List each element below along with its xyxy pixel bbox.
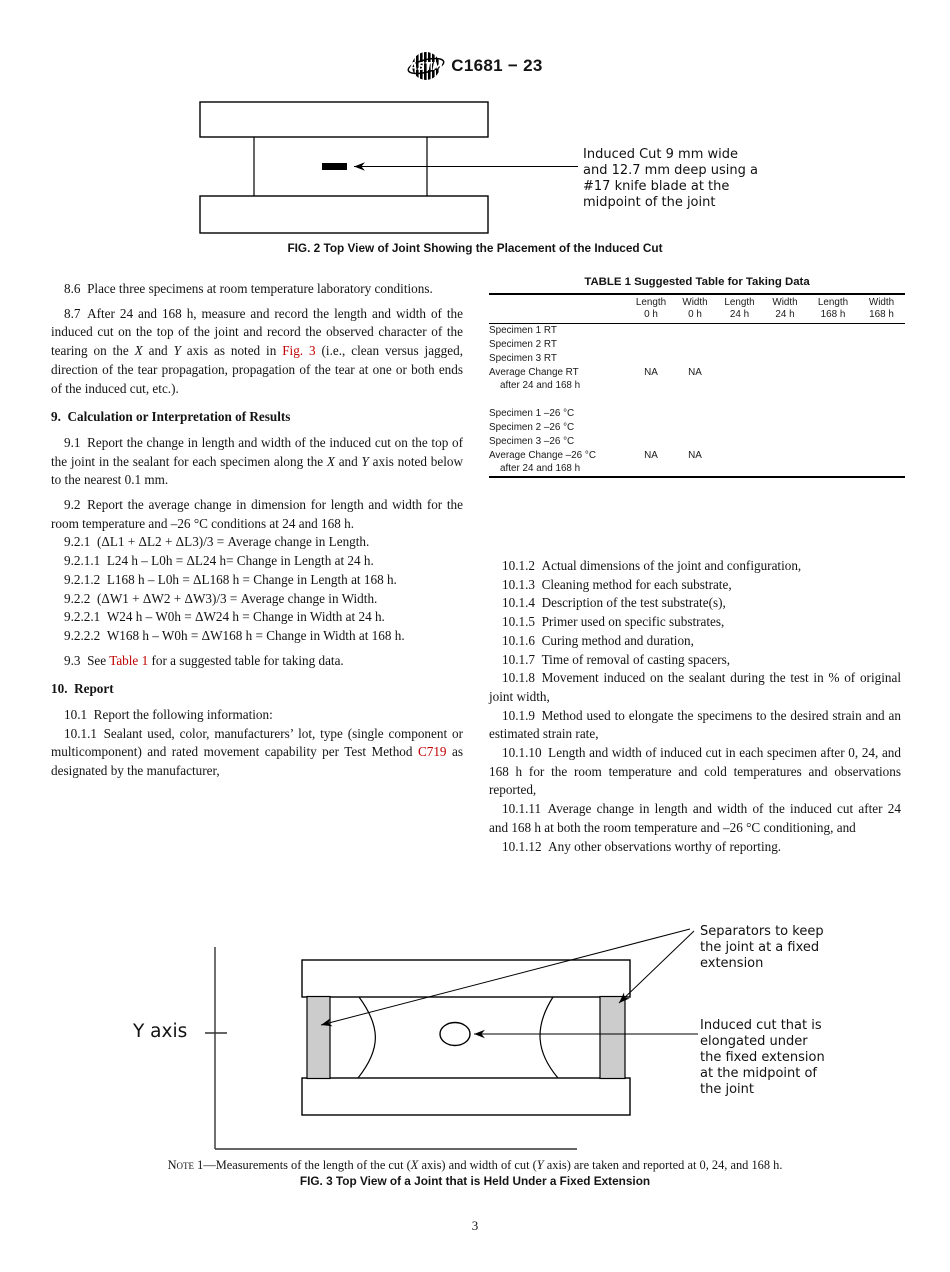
table-row: Specimen 2 RT: [489, 338, 557, 350]
fig3-separators-annotation: Separators to keep the joint at a fixed extension: [700, 924, 824, 971]
table1-col-header: Length 0 h: [629, 294, 673, 324]
table-row: Specimen 3 –26 °C: [489, 435, 575, 447]
fig3-y-axis-label: Y axis: [133, 1021, 188, 1042]
paragraph-9-2: 9.2 Report the average change in dimension for length and width for the room temperature and –26 °C conditions at 24 and 168 h.: [51, 497, 463, 531]
paragraph-9-2-2: 9.2.2 (ΔW1 + ΔW2 + ΔW3)/3 = Average change in Width.: [64, 590, 378, 606]
paragraph-10-1-7: 10.1.7 Time of removal of casting spacers,: [502, 651, 731, 667]
paragraph-10-1-6: 10.1.6 Curing method and duration,: [502, 632, 694, 648]
page-number: 3: [471, 1218, 479, 1233]
table-spacer-row: [489, 393, 905, 407]
link-fig3[interactable]: Fig. 3: [282, 343, 316, 359]
paragraph-9-1: 9.1 Report the change in length and width of the induced cut on the top of the joint in the sealant for each specimen along the X and Y axis noted below to the nearest 0.1 mm.: [51, 434, 463, 488]
document-code: C1681 − 23: [451, 56, 543, 75]
paragraph-10-1-2: 10.1.2 Actual dimensions of the joint and configuration,: [502, 558, 802, 573]
section-9-heading: 9. Calculation or Interpretation of Results: [51, 409, 291, 425]
paragraph-9-2-1-2: 9.2.1.2 L168 h – L0h = ΔL168 h = Change in Length at 168 h.: [64, 571, 397, 587]
table-row: Average Change –26 °C NA NA: [489, 449, 905, 463]
table-row: Specimen 1 RT: [489, 325, 557, 337]
table-row: Specimen 3 RT: [489, 352, 557, 364]
paragraph-10-1-3: 10.1.3 Cleaning method for each substrate,: [502, 576, 732, 592]
table1-header-row: [489, 294, 905, 324]
paragraph-10-1-4: 10.1.4 Description of the test substrate(s),: [502, 595, 726, 611]
table-row: Specimen 1 –26 °C: [489, 408, 575, 420]
fig3-note: Note 1—Measurements of the length of the cut (X axis) and width of cut (Y axis) are taken and reported at 0, 24, and 168 h.: [167, 1158, 783, 1172]
paragraph-9-2-1: 9.2.1 (ΔL1 + ΔL2 + ΔL3)/3 = Average change in Length.: [64, 534, 370, 550]
table-cell-na: NA: [688, 449, 702, 461]
fig3-left-neck-curve: [358, 997, 375, 1078]
link-c719[interactable]: C719: [417, 744, 447, 760]
paragraph-8-7: 8.7 After 24 and 168 h, measure and record the length and width of the induced cut on the top of the joint and record the observed character of the tearing on the X and Y axis as noted in Fig. 3 (i.e., clean versus jagged, direction of the tear propagation, propagation of the tear at one or both ends of the induced cut, etc.).: [51, 305, 463, 396]
fig3-right-neck-curve: [540, 997, 558, 1078]
astm-logo-icon: [407, 46, 445, 86]
fig3-caption: FIG. 3 Top View of a Joint that is Held Under a Fixed Extension: [299, 1174, 651, 1188]
paragraph-10-1-9: 10.1.9 Method used to elongate the specimens to the desired strain and an estimated strain rate,: [489, 707, 901, 742]
table1-col-header: Width 168 h: [858, 294, 905, 324]
fig2-top-substrate: [200, 102, 488, 137]
fig2-induced-cut: [322, 163, 347, 170]
table1-col-header: Width 0 h: [673, 294, 717, 324]
paragraph-10-1-5: 10.1.5 Primer used on specific substrates,: [502, 614, 725, 630]
table1-col-header: Width 24 h: [762, 294, 808, 324]
table-cell-na: NA: [688, 366, 702, 378]
table-row: after 24 and 168 h: [500, 463, 581, 475]
section-10-heading: 10. Report: [51, 681, 114, 697]
table1-col-header: Length 168 h: [808, 294, 858, 324]
paragraph-10-1-11: 10.1.11 Average change in length and width of the induced cut after 24 and 168 h at both the room temperature and –26 °C conditioning, and: [489, 801, 901, 835]
left-column: [51, 280, 463, 781]
paragraph-10-1-8: 10.1.8 Movement induced on the sealant during the test in % of original joint width,: [489, 670, 901, 704]
table1-title: TABLE 1 Suggested Table for Taking Data: [584, 276, 810, 288]
paragraph-10-1: 10.1 Report the following information:: [64, 707, 273, 723]
paragraph-9-2-2-2: 9.2.2.2 W168 h – W0h = ΔW168 h = Change in Width at 168 h.: [64, 627, 405, 643]
paragraph-10-1-10: 10.1.10 Length and width of induced cut in each specimen after 0, 24, and 168 h for the room temperature and cold temperatures and observations reported,: [489, 745, 901, 798]
fig3-left-separator: [307, 997, 330, 1079]
fig2-bottom-substrate: [200, 196, 488, 233]
fig3-right-separator: [600, 997, 625, 1079]
document-header: [0, 46, 950, 91]
paragraph-10-1-12: 10.1.12 Any other observations worthy of reporting.: [502, 838, 782, 854]
fig3-induced-cut-annotation: Induced cut that is elongated under the fixed extension at the midpoint of the joint: [700, 1018, 825, 1097]
fig2-caption: FIG. 2 Top View of Joint Showing the Placement of the Induced Cut: [287, 241, 663, 255]
fig3-top-substrate: [302, 960, 630, 997]
fig3-bottom-substrate: [302, 1078, 630, 1115]
table1-col-header: Length 24 h: [717, 294, 762, 324]
svg-text:ASTM: ASTM: [409, 61, 443, 73]
paragraph-8-6: 8.6 Place three specimens at room temperature laboratory conditions.: [64, 281, 433, 296]
fig3-elongated-cut: [440, 1023, 470, 1046]
table-row: Average Change RT NA NA: [489, 366, 905, 380]
paragraph-9-3: 9.3 See Table 1 for a suggested table for taking data.: [64, 652, 344, 668]
link-table1[interactable]: Table 1: [109, 652, 149, 668]
paragraph-10-1-1: 10.1.1 Sealant used, color, manufacturers’ lot, type (single component or multicomponent) and rated movement capability per Test Method C719 as designated by the manufacturer,: [51, 725, 463, 779]
table-row: after 24 and 168 h: [500, 380, 581, 392]
table-row: Specimen 2 –26 °C: [489, 421, 575, 433]
fig2-annotation: Induced Cut 9 mm wide and 12.7 mm deep using a #17 knife blade at the midpoint of the joint: [583, 147, 758, 210]
paragraph-9-2-2-1: 9.2.2.1 W24 h – W0h = ΔW24 h = Change in Width at 24 h.: [64, 609, 385, 625]
table1: [489, 293, 905, 478]
right-column: [489, 557, 901, 856]
paragraph-9-2-1-1: 9.2.1.1 L24 h – L0h = ΔL24 h= Change in Length at 24 h.: [64, 553, 374, 569]
table-cell-na: NA: [644, 449, 658, 461]
fig2-diagram: [190, 95, 590, 240]
table-cell-na: NA: [644, 366, 658, 378]
